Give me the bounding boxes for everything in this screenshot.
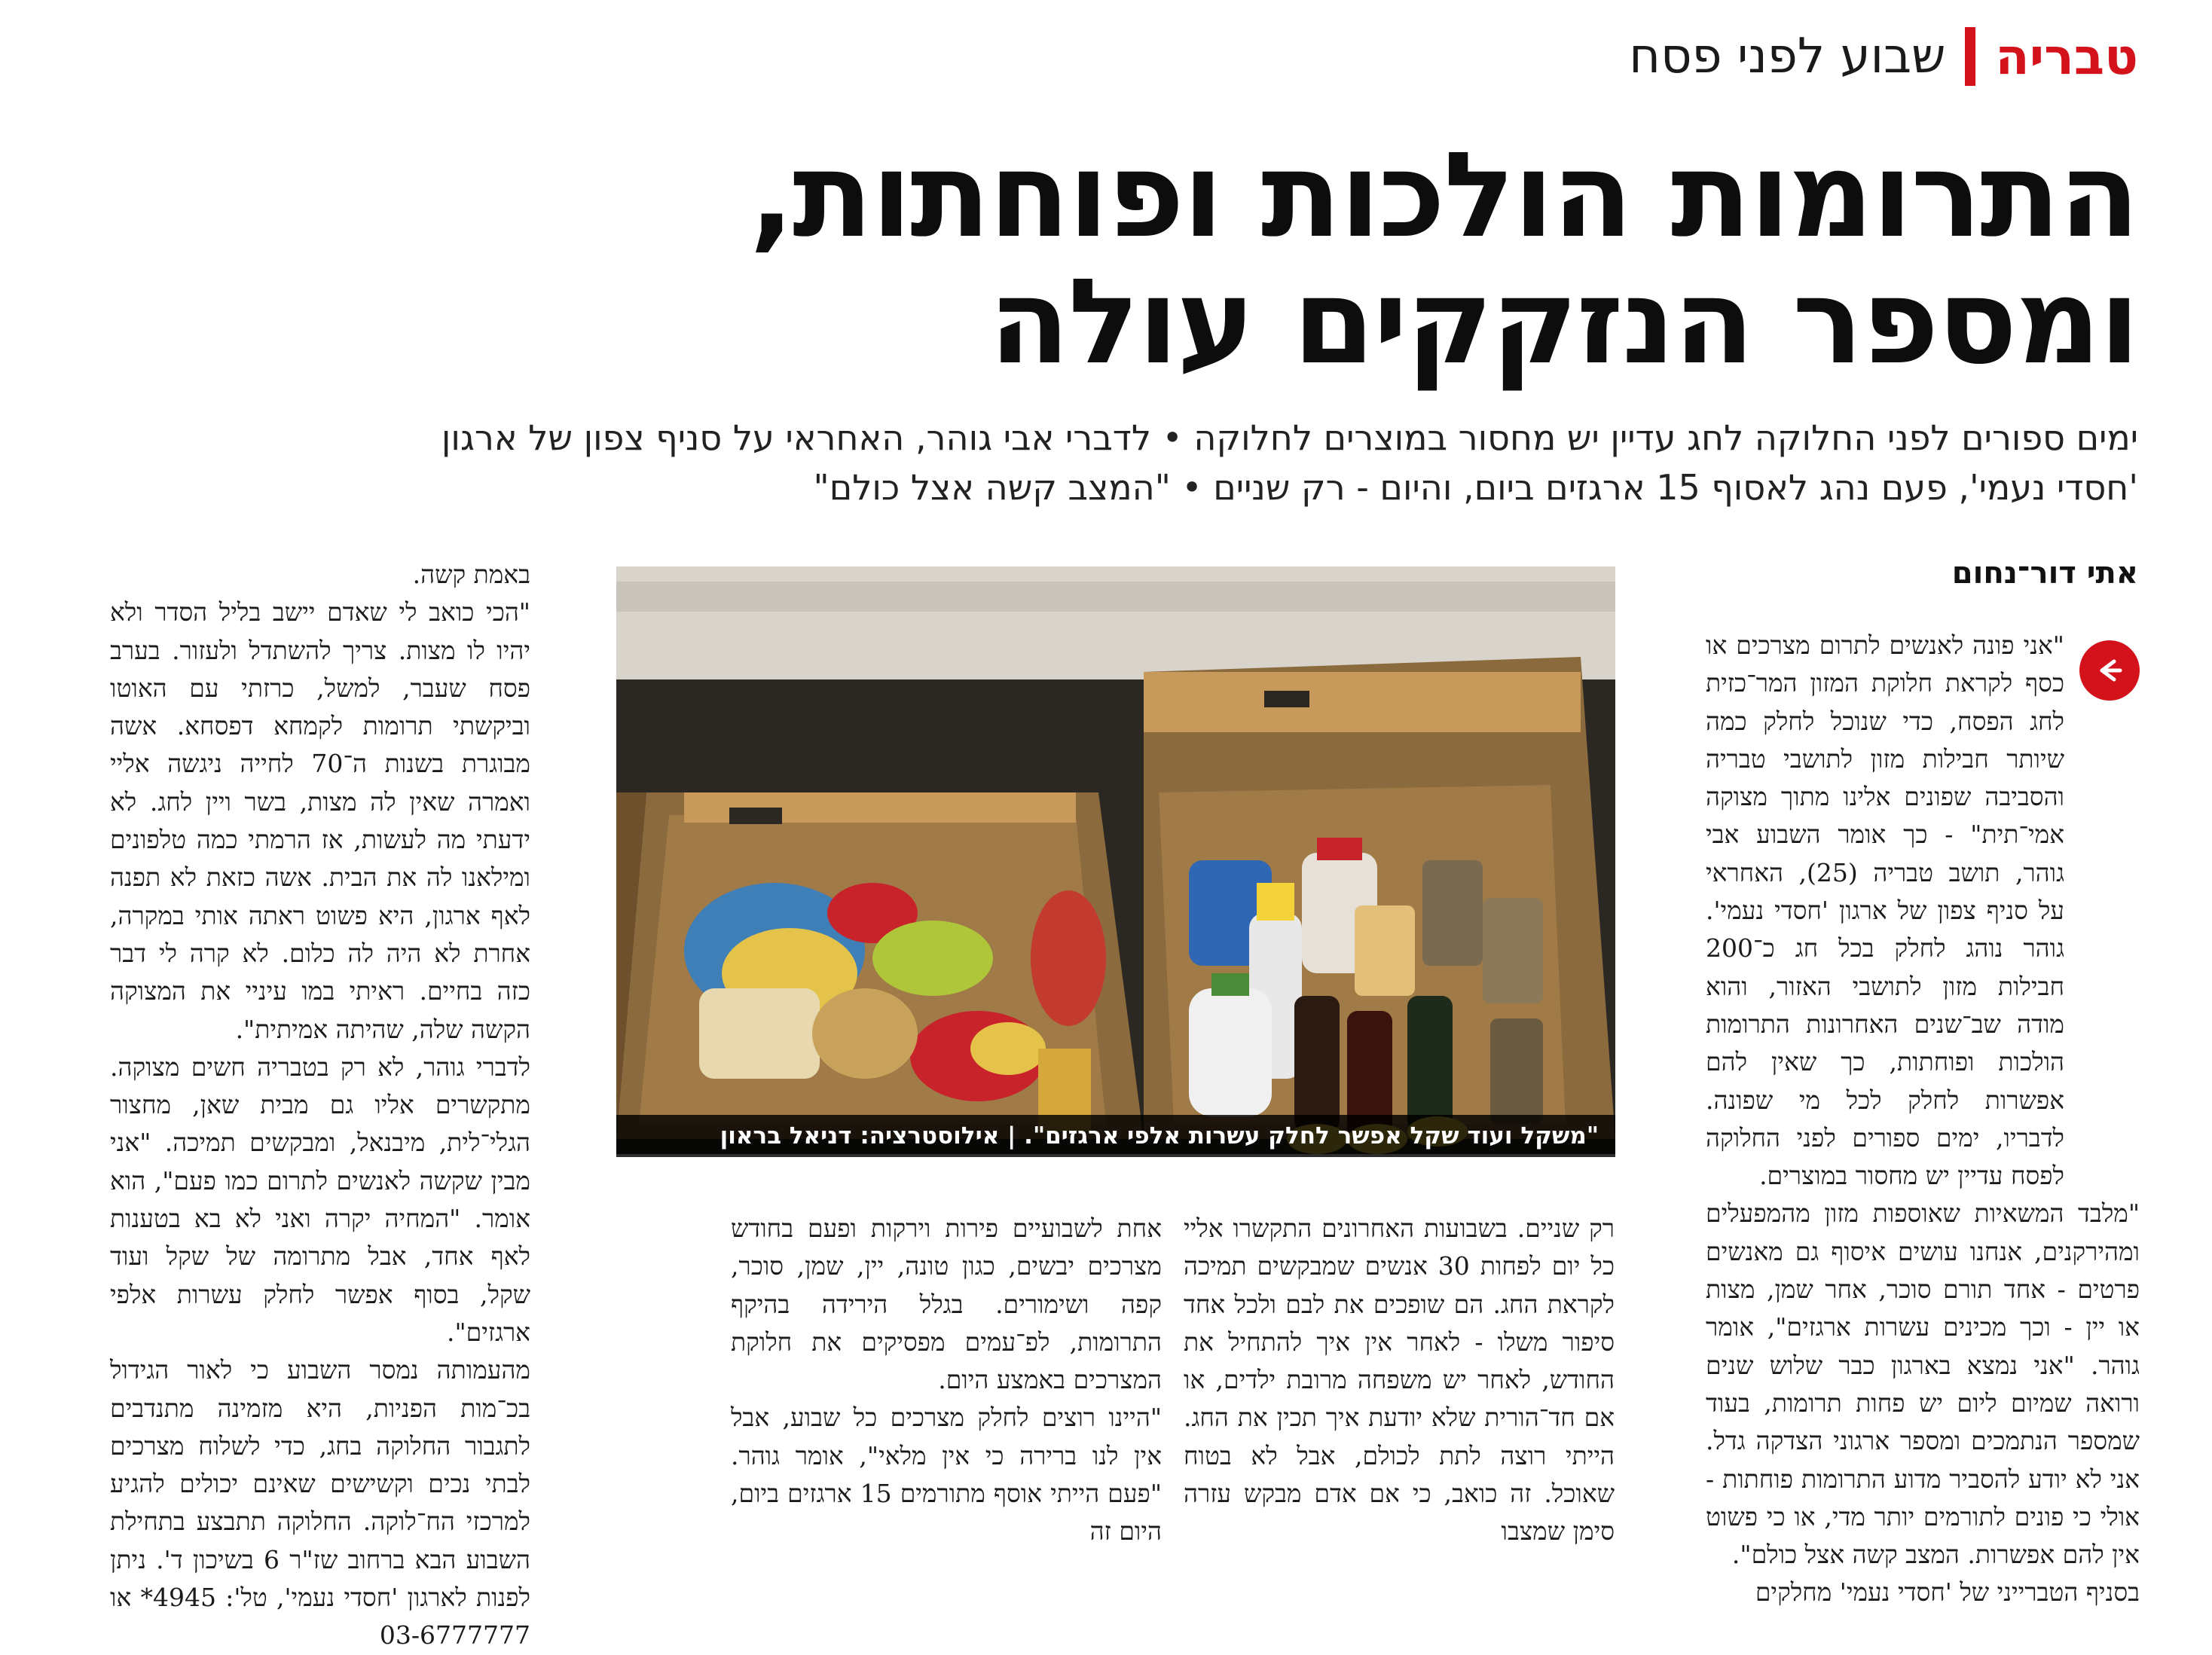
headline-line-2: ומספר הנזקקים עולה bbox=[988, 253, 2138, 390]
paragraph: "מלבד המשאיות שאוספות מזון מהמפעלים ומהירקנים, אנחנו עושים איסוף גם מאנשים פרטים - אחד תורם סוכר, אחר שמן, מצות או יין - וכך מכינים עשרות ארגזים", אומר גוהר. "אני נמצא בארגון כבר שלוש שנים ורואה שמיום ליום יש פחות תרומות, בעוד שמספר הנתמכים ומספר ארגוני הצדקה גדל. אני לא יודע להסביר מדוע התרומות פוחתות - אולי כי פונים לתורמים יותר מדי, או כי פשוט אין להם אפשרות. המצב קשה אצל כולם". bbox=[1706, 1199, 2140, 1570]
article-photo bbox=[616, 566, 1615, 1154]
kicker-place: טבריה bbox=[1995, 27, 2138, 86]
headline-line-1: התרומות הולכות ופוחתות, bbox=[749, 127, 2138, 264]
paragraph: בסניף הטברייני של 'חסדי נעמי' מחלקים bbox=[1755, 1577, 2140, 1608]
paragraph: "הכי כואב לי שאדם יישב בליל הסדר ולא יהיו לו מצות. צריך להשתדל ולעזור. בערב פסח שעבר, למשל, כרזתי עם האוטו וביקשתי תרומות לקמחא דפסחא. אשה מבוגרת בשנות ה־70 לחייה ניגשה אליי ואמרה שאין לה מצות, בשר ויין לחג. לא ידעתי מה לעשות, אז הרמתי כמה טלפונים ומילאנו לה את הבית. אשה כזאת לא תפנה לאף ארגון, היא פשוט ראתה אותי במקרה, אחרת לא היה לה כלום. לא קרה לי דבר כזה בחיים. ראיתי במו עיניי את המצוקה הקשה שלה, שהיתה אמיתית". bbox=[110, 597, 530, 1044]
byline: אתי דור־נחום bbox=[1951, 556, 2138, 591]
kicker-divider bbox=[1965, 27, 1975, 86]
photo-caption: "משקל ועוד שקל אפשר לחלק עשרות אלפי ארגזים". | אילוסטרציה: דניאל בראון bbox=[616, 1115, 1615, 1157]
paragraph: לדברי גוהר, לא רק בטבריה חשים מצוקה. מתקשרים אליו גם מבית שאן, מחצור הגלי־לית, מיבנאל, ומבקשים תמיכה. "אני מבין שקשה לאנשים לתרום כמו פעם", הוא אומר. "המחיה יקרה ואני לא בא בטענות לאף אחד, אבל מתרומה של שקל ועוד שקל, בסוף אפשר לחלק עשרות אלפי ארגזים". bbox=[110, 1052, 530, 1347]
paragraph: "היינו רוצים לחלק מצרכים כל שבוע, אבל אין לנו ברירה כי אין מלאי", אומר גוהר. "פעם הייתי אוסף מתורמים 15 ארגזים ביום, היום זה bbox=[731, 1403, 1162, 1547]
kicker-text: שבוע לפני פסח bbox=[1629, 29, 1946, 84]
paragraph: מהעמותה נמסר השבוע כי לאור הגידול בכ־מות הפניות, היא מזמינה מתנדבים לתגבור החלוקה בחג, כדי לשלוח מצרכים לבתי נכים וקשישים שאינם יכולים להגיע למרכזי הח־לוקה. החלוקה תתבצע בתחילת השבוע הבא ברחוב שז"ר 6 בשיכון ד'. ניתן לפנות לארגון 'חסדי נעמי', טל': 4945* או 03-6777777 bbox=[110, 1355, 530, 1650]
headline bbox=[59, 127, 2138, 390]
subheadline-line-1: ימים ספורים לפני החלוקה לחג עדיין יש מחסור במוצרים לחלוקה • לדברי אבי גוהר, האחראי על סניף צפון של ארגון bbox=[441, 417, 2138, 458]
article-column-1 bbox=[1706, 627, 2140, 1612]
article-column-3 bbox=[1184, 1210, 1615, 1551]
article-column-2 bbox=[731, 1210, 1162, 1551]
paragraph: באמת קשה. bbox=[412, 560, 530, 589]
section-kicker bbox=[1629, 23, 2138, 90]
paragraph: "אני פונה לאנשים לתרום מצרכים או כסף לקראת חלוקת המזון המר־כזית לחג הפסח, כדי שנוכל לחלק כמה שיותר חבילות מזון לתושבי טבריה והסביבה שפונים אלינו מתוך מצוקה אמי־תית" - כך אומר השבוע אבי גוהר, תושב טבריה (25), האחראי על סניף צפון של ארגון 'חסדי נעמי'. גוהר נוהג לחלק בכל חג כ־200 חבילות מזון לתושבי האזור, והוא מודה שב־שנים האחרונות התרומות הולכות ופוחתות, כך שאין להם אפשרות לחלק לכל מי שפונה. לדבריו, ימים ספורים לפני החלוקה לפסח עדיין יש מחסור במוצרים. bbox=[1706, 631, 2064, 1191]
paragraph: רק שניים. בשבועות האחרונים התקשרו אליי כל יום לפחות 30 אנשים שמבקשים תמיכה לקראת החג. הם שופכים את לבם ולכל אחד סיפור משלו - לאחר אין איך להתחיל את החודש, לאחר יש משפחה מרובת ילדים, או אם חד־הורית שלא יודעת איך תכין את החג. הייתי רוצה לתת לכולם, אבל לא בטוח שאוכל. זה כואב, כי אם אדם מבקש עזרה סימן שמצבו bbox=[1184, 1214, 1615, 1547]
paragraph: אחת לשבועיים פירות וירקות ופעם בחודש מצרכים יבשים, כגון טונה, יין, שמן, סוכר, קפה ושימורים. בגלל הירידה בהיקף התרומות, לפ־עמים מפסיקים את חלוקת המצרכים באמצע היום. bbox=[731, 1214, 1162, 1395]
subheadline bbox=[119, 413, 2138, 512]
subheadline-line-2: 'חסדי נעמי', פעם נהג לאסוף 15 ארגזים ביום, והיום - רק שניים • "המצב קשה אצל כולם" bbox=[813, 467, 2138, 508]
food-boxes-illustration bbox=[616, 566, 1615, 1154]
article-column-4 bbox=[110, 556, 530, 1655]
